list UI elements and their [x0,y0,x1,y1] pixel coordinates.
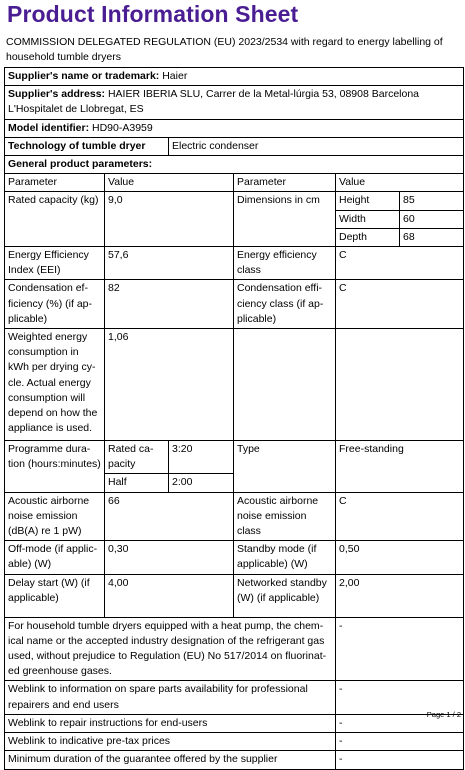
pre-tax-prices-value: - [336,733,464,751]
off-mode-label: Off-mode (if applicable) (W) [5,541,105,574]
acoustic-label: Acoustic airborne noise emission (dB(A) re 1 pW) [5,492,105,541]
programme-half-value: 2:00 [169,474,234,492]
general-parameters-label: General product parameters: [5,156,464,174]
col-header-value-2: Value [336,174,464,192]
width-value: 60 [400,210,464,228]
eei-class-value: C [336,247,464,280]
networked-standby-value: 2,00 [336,574,464,617]
condensation-class-value: C [336,280,464,329]
condensation-class-label: Condensation efficiency class (if applicable) [234,280,336,329]
delay-start-value: 4,00 [105,574,234,617]
dimensions-label: Dimensions in cm [234,192,336,247]
rated-capacity-value: 9,0 [105,192,234,247]
rated-capacity-label: Rated capacity (kg) [5,192,105,247]
type-label: Type [234,441,336,493]
supplier-name-row [5,68,464,86]
acoustic-value: 66 [105,492,234,541]
technology-label: Technology of tumble dryer [5,137,169,155]
height-label: Height [336,192,400,210]
model-label: Model identifier: [8,121,90,134]
type-value: Free-standing [336,441,464,493]
supplier-name-label: Supplier's name or trademark: [8,70,160,82]
condensation-label: Condensation efficiency (%) (if applicable) [5,280,105,329]
col-header-value: Value [105,174,234,192]
depth-label: Depth [336,228,400,246]
repair-instructions-text: Weblink to repair instructions for end-users [5,714,336,732]
supplier-address-value: HAIER IBERIA SLU, Carrer de la Metal-lúrgia 53, 08908 Barcelona L'Hospitalet de Llobregat, ES [8,88,420,116]
spare-parts-value: - [336,681,464,714]
networked-standby-label: Networked standby (W) (if applicable) [234,574,336,617]
acoustic-class-label: Acoustic airborne noise emission class [234,492,336,541]
off-mode-value: 0,30 [105,541,234,574]
spare-parts-text: Weblink to information on spare parts availability for professional repairers and end users [5,681,336,714]
technology-value: Electric condenser [169,137,464,155]
eei-label: Energy Efficiency Index (EEI) [5,247,105,280]
supplier-name-value: Haier [162,70,188,82]
eei-value: 57,6 [105,247,234,280]
weighted-energy-value: 1,06 [105,329,234,441]
repair-instructions-value: - [336,714,464,732]
product-info-table [4,67,464,770]
condensation-value: 82 [105,280,234,329]
standby-label: Standby mode (if applicable) (W) [234,541,336,574]
model-value: HD90-A3959 [92,121,153,134]
eei-class-label: Energy efficiency class [234,247,336,280]
guarantee-value: - [336,751,464,769]
programme-rated-value: 3:20 [169,441,234,474]
programme-duration-label: Programme duration (hours:minutes) [5,441,105,493]
model-row [5,119,464,137]
pre-tax-prices-text: Weblink to indicative pre-tax prices [5,733,336,751]
heat-pump-text: For household tumble dryers equipped with a heat pump, the chemical name or the accepted industry designation of the refrigerant gas used, without prejudice to Regulation (EU) No 517/2014 on fluorinated greenhouse gases. [5,617,336,681]
regulation-subtitle: COMMISSION DELEGATED REGULATION (EU) 2023/2534 with regard to energy labelling of household tumble dryers [6,36,443,63]
acoustic-class-value: C [336,492,464,541]
col-header-parameter: Parameter [5,174,105,192]
delay-start-label: Delay start (W) (if applicable) [5,574,105,617]
width-label: Width [336,210,400,228]
page-title: Product Information Sheet [7,1,299,27]
page-number: Page 1 / 2 [426,710,461,719]
heat-pump-value: - [336,617,464,681]
standby-value: 0,50 [336,541,464,574]
depth-value: 68 [400,228,464,246]
supplier-address-label: Supplier's address: [8,88,106,101]
supplier-address-row [5,86,464,119]
col-header-parameter-2: Parameter [234,174,336,192]
programme-half-label: Half [105,474,169,492]
programme-rated-label: Rated capacity [105,441,169,474]
height-value: 85 [400,192,464,210]
guarantee-text: Minimum duration of the guarantee offered by the supplier [5,751,336,769]
weighted-energy-label: Weighted energy consumption in kWh per drying cycle. Actual energy consumption will depend on how the appliance is used. [5,329,105,441]
